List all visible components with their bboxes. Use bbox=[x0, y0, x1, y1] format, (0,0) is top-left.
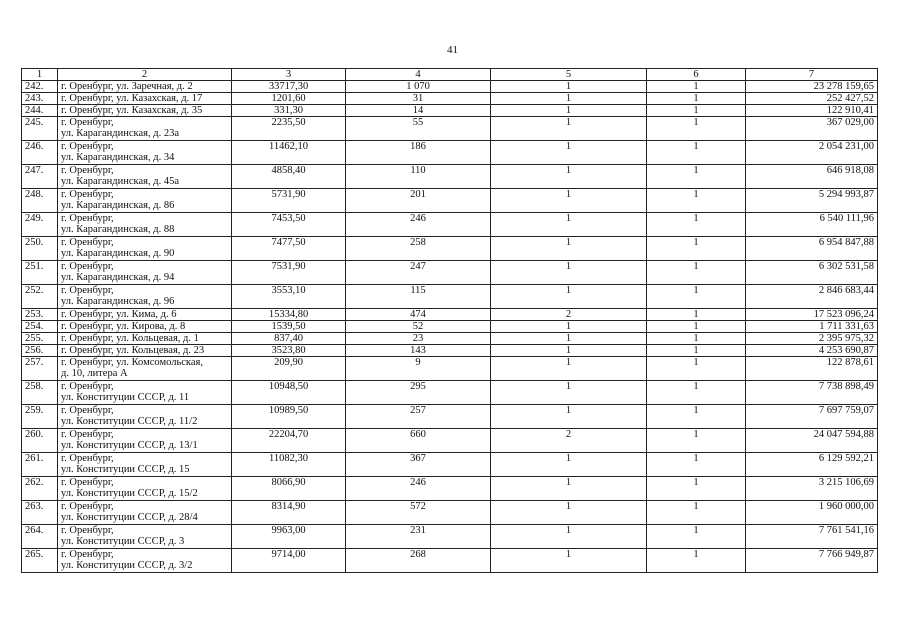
amount-cell: 2 395 975,32 bbox=[746, 333, 878, 345]
address-line: г. Оренбург, ул. Казахская, д. 35 bbox=[61, 105, 203, 116]
address-line: ул. Карагандинская, д. 94 bbox=[61, 272, 175, 283]
area-cell: 7453,50 bbox=[232, 213, 346, 237]
col5-cell: 1 bbox=[491, 501, 647, 525]
row-number-cell: 252. bbox=[22, 285, 58, 309]
area-cell: 3523,80 bbox=[232, 345, 346, 357]
col5-cell: 1 bbox=[491, 81, 647, 93]
count-cell: 201 bbox=[346, 189, 491, 213]
col5-cell: 2 bbox=[491, 429, 647, 453]
column-header: 2 bbox=[58, 69, 232, 81]
amount-cell: 2 846 683,44 bbox=[746, 285, 878, 309]
col5-cell: 1 bbox=[491, 477, 647, 501]
address-line: г. Оренбург, bbox=[61, 189, 114, 200]
page-number: 41 bbox=[447, 44, 458, 56]
amount-cell: 17 523 096,24 bbox=[746, 309, 878, 321]
amount-cell: 6 540 111,96 bbox=[746, 213, 878, 237]
table-row bbox=[22, 345, 878, 357]
count-cell: 246 bbox=[346, 477, 491, 501]
count-cell: 572 bbox=[346, 501, 491, 525]
row-number-cell: 264. bbox=[22, 525, 58, 549]
address-line: ул. Конституции СССР, д. 11/2 bbox=[61, 416, 198, 427]
address-line: г. Оренбург, ул. Заречная, д. 2 bbox=[61, 81, 193, 92]
address-cell bbox=[58, 429, 232, 453]
area-cell: 33717,30 bbox=[232, 81, 346, 93]
address-line: ул. Карагандинская, д. 34 bbox=[61, 152, 175, 163]
area-cell: 10948,50 bbox=[232, 381, 346, 405]
col5-cell: 1 bbox=[491, 357, 647, 381]
address-line: ул. Карагандинская, д. 23а bbox=[61, 128, 179, 139]
address-cell bbox=[58, 381, 232, 405]
address-line: г. Оренбург, bbox=[61, 429, 114, 440]
col5-cell: 1 bbox=[491, 165, 647, 189]
col6-cell: 1 bbox=[647, 213, 746, 237]
count-cell: 247 bbox=[346, 261, 491, 285]
table-row bbox=[22, 453, 878, 477]
address-cell bbox=[58, 81, 232, 93]
table-row bbox=[22, 261, 878, 285]
address-cell bbox=[58, 237, 232, 261]
row-number-cell: 246. bbox=[22, 141, 58, 165]
count-cell: 52 bbox=[346, 321, 491, 333]
col6-cell: 1 bbox=[647, 381, 746, 405]
address-line: г. Оренбург, bbox=[61, 237, 114, 248]
amount-cell: 122 910,41 bbox=[746, 105, 878, 117]
table-row bbox=[22, 381, 878, 405]
row-number-cell: 250. bbox=[22, 237, 58, 261]
address-cell bbox=[58, 525, 232, 549]
address-line: ул. Карагандинская, д. 96 bbox=[61, 296, 175, 307]
col5-cell: 1 bbox=[491, 321, 647, 333]
amount-cell: 6 954 847,88 bbox=[746, 237, 878, 261]
amount-cell: 24 047 594,88 bbox=[746, 429, 878, 453]
col6-cell: 1 bbox=[647, 105, 746, 117]
count-cell: 258 bbox=[346, 237, 491, 261]
count-cell: 9 bbox=[346, 357, 491, 381]
table-row bbox=[22, 93, 878, 105]
address-cell bbox=[58, 105, 232, 117]
address-line: ул. Конституции СССР, д. 15/2 bbox=[61, 488, 198, 499]
table-row bbox=[22, 189, 878, 213]
table-row bbox=[22, 309, 878, 321]
table-row bbox=[22, 117, 878, 141]
col6-cell: 1 bbox=[647, 309, 746, 321]
col6-cell: 1 bbox=[647, 477, 746, 501]
col6-cell: 1 bbox=[647, 141, 746, 165]
column-header: 5 bbox=[491, 69, 647, 81]
address-cell bbox=[58, 309, 232, 321]
table-row bbox=[22, 81, 878, 93]
row-number-cell: 260. bbox=[22, 429, 58, 453]
amount-cell: 7 766 949,87 bbox=[746, 549, 878, 573]
area-cell: 8066,90 bbox=[232, 477, 346, 501]
column-header: 6 bbox=[647, 69, 746, 81]
address-line: ул. Карагандинская, д. 88 bbox=[61, 224, 175, 235]
amount-cell: 646 918,08 bbox=[746, 165, 878, 189]
address-line: г. Оренбург, bbox=[61, 525, 114, 536]
col5-cell: 1 bbox=[491, 105, 647, 117]
amount-cell: 7 697 759,07 bbox=[746, 405, 878, 429]
area-cell: 837,40 bbox=[232, 333, 346, 345]
address-cell bbox=[58, 213, 232, 237]
area-cell: 2235,50 bbox=[232, 117, 346, 141]
area-cell: 15334,80 bbox=[232, 309, 346, 321]
amount-cell: 7 761 541,16 bbox=[746, 525, 878, 549]
address-line: г. Оренбург, ул. Комсомольская, bbox=[61, 357, 203, 368]
address-line: г. Оренбург, bbox=[61, 141, 114, 152]
table-row bbox=[22, 333, 878, 345]
table-row bbox=[22, 549, 878, 573]
col6-cell: 1 bbox=[647, 345, 746, 357]
address-line: г. Оренбург, bbox=[61, 261, 114, 272]
row-number-cell: 253. bbox=[22, 309, 58, 321]
count-cell: 295 bbox=[346, 381, 491, 405]
registry-table bbox=[21, 68, 878, 573]
row-number-cell: 257. bbox=[22, 357, 58, 381]
count-cell: 55 bbox=[346, 117, 491, 141]
col6-cell: 1 bbox=[647, 93, 746, 105]
area-cell: 11082,30 bbox=[232, 453, 346, 477]
area-cell: 3553,10 bbox=[232, 285, 346, 309]
address-line: г. Оренбург, bbox=[61, 405, 114, 416]
area-cell: 209,90 bbox=[232, 357, 346, 381]
area-cell: 22204,70 bbox=[232, 429, 346, 453]
amount-cell: 4 253 690,87 bbox=[746, 345, 878, 357]
address-line: г. Оренбург, ул. Кольцевая, д. 23 bbox=[61, 345, 205, 356]
area-cell: 9714,00 bbox=[232, 549, 346, 573]
amount-cell: 6 129 592,21 bbox=[746, 453, 878, 477]
address-line: г. Оренбург, bbox=[61, 501, 114, 512]
row-number-cell: 265. bbox=[22, 549, 58, 573]
table-row bbox=[22, 105, 878, 117]
address-cell bbox=[58, 285, 232, 309]
col5-cell: 1 bbox=[491, 525, 647, 549]
row-number-cell: 242. bbox=[22, 81, 58, 93]
col6-cell: 1 bbox=[647, 261, 746, 285]
count-cell: 23 bbox=[346, 333, 491, 345]
amount-cell: 252 427,52 bbox=[746, 93, 878, 105]
col5-cell: 1 bbox=[491, 453, 647, 477]
address-cell bbox=[58, 261, 232, 285]
address-line: ул. Карагандинская, д. 86 bbox=[61, 200, 175, 211]
address-cell bbox=[58, 549, 232, 573]
amount-cell: 6 302 531,58 bbox=[746, 261, 878, 285]
address-line: ул. Конституции СССР, д. 11 bbox=[61, 392, 190, 403]
table-row bbox=[22, 525, 878, 549]
column-header: 3 bbox=[232, 69, 346, 81]
col5-cell: 1 bbox=[491, 261, 647, 285]
row-number-cell: 258. bbox=[22, 381, 58, 405]
table-row bbox=[22, 501, 878, 525]
amount-cell: 3 215 106,69 bbox=[746, 477, 878, 501]
table-row bbox=[22, 141, 878, 165]
column-header: 1 bbox=[22, 69, 58, 81]
amount-cell: 7 738 898,49 bbox=[746, 381, 878, 405]
count-cell: 231 bbox=[346, 525, 491, 549]
amount-cell: 367 029,00 bbox=[746, 117, 878, 141]
col5-cell: 1 bbox=[491, 333, 647, 345]
table-row bbox=[22, 165, 878, 189]
area-cell: 10989,50 bbox=[232, 405, 346, 429]
col6-cell: 1 bbox=[647, 165, 746, 189]
col6-cell: 1 bbox=[647, 237, 746, 261]
address-line: г. Оренбург, bbox=[61, 453, 114, 464]
count-cell: 186 bbox=[346, 141, 491, 165]
address-cell bbox=[58, 345, 232, 357]
row-number-cell: 263. bbox=[22, 501, 58, 525]
row-number-cell: 243. bbox=[22, 93, 58, 105]
col5-cell: 1 bbox=[491, 549, 647, 573]
col6-cell: 1 bbox=[647, 405, 746, 429]
area-cell: 1201,60 bbox=[232, 93, 346, 105]
address-cell bbox=[58, 165, 232, 189]
col6-cell: 1 bbox=[647, 357, 746, 381]
address-line: ул. Карагандинская, д. 90 bbox=[61, 248, 175, 259]
count-cell: 246 bbox=[346, 213, 491, 237]
col5-cell: 1 bbox=[491, 405, 647, 429]
address-cell bbox=[58, 93, 232, 105]
address-cell bbox=[58, 357, 232, 381]
col6-cell: 1 bbox=[647, 501, 746, 525]
col5-cell: 1 bbox=[491, 345, 647, 357]
address-line: г. Оренбург, bbox=[61, 165, 114, 176]
column-header: 7 bbox=[746, 69, 878, 81]
address-line: ул. Конституции СССР, д. 3/2 bbox=[61, 560, 193, 571]
row-number-cell: 259. bbox=[22, 405, 58, 429]
address-line: г. Оренбург, bbox=[61, 213, 114, 224]
address-line: г. Оренбург, bbox=[61, 549, 114, 560]
col5-cell: 1 bbox=[491, 285, 647, 309]
count-cell: 660 bbox=[346, 429, 491, 453]
col6-cell: 1 bbox=[647, 525, 746, 549]
row-number-cell: 245. bbox=[22, 117, 58, 141]
col5-cell: 1 bbox=[491, 117, 647, 141]
row-number-cell: 249. bbox=[22, 213, 58, 237]
area-cell: 9963,00 bbox=[232, 525, 346, 549]
amount-cell: 1 711 331,63 bbox=[746, 321, 878, 333]
amount-cell: 122 878,61 bbox=[746, 357, 878, 381]
address-line: г. Оренбург, ул. Казахская, д. 17 bbox=[61, 93, 203, 104]
amount-cell: 2 054 231,00 bbox=[746, 141, 878, 165]
count-cell: 143 bbox=[346, 345, 491, 357]
address-cell bbox=[58, 333, 232, 345]
count-cell: 257 bbox=[346, 405, 491, 429]
address-cell bbox=[58, 453, 232, 477]
address-cell bbox=[58, 141, 232, 165]
address-cell bbox=[58, 321, 232, 333]
address-line: г. Оренбург, ул. Кирова, д. 8 bbox=[61, 321, 186, 332]
col6-cell: 1 bbox=[647, 453, 746, 477]
count-cell: 31 bbox=[346, 93, 491, 105]
amount-cell: 23 278 159,65 bbox=[746, 81, 878, 93]
row-number-cell: 251. bbox=[22, 261, 58, 285]
table-row bbox=[22, 321, 878, 333]
area-cell: 1539,50 bbox=[232, 321, 346, 333]
address-line: г. Оренбург, bbox=[61, 477, 114, 488]
col6-cell: 1 bbox=[647, 285, 746, 309]
col5-cell: 2 bbox=[491, 309, 647, 321]
address-line: ул. Конституции СССР, д. 3 bbox=[61, 536, 185, 547]
col5-cell: 1 bbox=[491, 237, 647, 261]
address-line: ул. Конституции СССР, д. 28/4 bbox=[61, 512, 198, 523]
count-cell: 115 bbox=[346, 285, 491, 309]
row-number-cell: 248. bbox=[22, 189, 58, 213]
row-number-cell: 261. bbox=[22, 453, 58, 477]
count-cell: 1 070 bbox=[346, 81, 491, 93]
column-header: 4 bbox=[346, 69, 491, 81]
amount-cell: 5 294 993,87 bbox=[746, 189, 878, 213]
row-number-cell: 244. bbox=[22, 105, 58, 117]
table-row bbox=[22, 405, 878, 429]
address-cell bbox=[58, 501, 232, 525]
col6-cell: 1 bbox=[647, 549, 746, 573]
row-number-cell: 256. bbox=[22, 345, 58, 357]
address-cell bbox=[58, 117, 232, 141]
col6-cell: 1 bbox=[647, 429, 746, 453]
table-row bbox=[22, 429, 878, 453]
area-cell: 5731,90 bbox=[232, 189, 346, 213]
col5-cell: 1 bbox=[491, 93, 647, 105]
area-cell: 7531,90 bbox=[232, 261, 346, 285]
header-row bbox=[22, 69, 878, 81]
table-body bbox=[22, 81, 878, 573]
col5-cell: 1 bbox=[491, 141, 647, 165]
col5-cell: 1 bbox=[491, 381, 647, 405]
address-cell bbox=[58, 189, 232, 213]
address-line: г. Оренбург, bbox=[61, 285, 114, 296]
area-cell: 331,30 bbox=[232, 105, 346, 117]
address-line: ул. Конституции СССР, д. 13/1 bbox=[61, 440, 198, 451]
col6-cell: 1 bbox=[647, 117, 746, 141]
col6-cell: 1 bbox=[647, 81, 746, 93]
address-cell bbox=[58, 405, 232, 429]
count-cell: 474 bbox=[346, 309, 491, 321]
col5-cell: 1 bbox=[491, 189, 647, 213]
address-line: г. Оренбург, bbox=[61, 117, 114, 128]
col6-cell: 1 bbox=[647, 321, 746, 333]
table-row bbox=[22, 285, 878, 309]
table-row bbox=[22, 357, 878, 381]
col6-cell: 1 bbox=[647, 189, 746, 213]
table-row bbox=[22, 477, 878, 501]
address-cell bbox=[58, 477, 232, 501]
row-number-cell: 254. bbox=[22, 321, 58, 333]
address-line: ул. Карагандинская, д. 45а bbox=[61, 176, 179, 187]
address-line: г. Оренбург, ул. Кольцевая, д. 1 bbox=[61, 333, 199, 344]
row-number-cell: 262. bbox=[22, 477, 58, 501]
area-cell: 11462,10 bbox=[232, 141, 346, 165]
address-line: г. Оренбург, bbox=[61, 381, 114, 392]
amount-cell: 1 960 000,00 bbox=[746, 501, 878, 525]
row-number-cell: 247. bbox=[22, 165, 58, 189]
area-cell: 4858,40 bbox=[232, 165, 346, 189]
table-row bbox=[22, 213, 878, 237]
area-cell: 8314,90 bbox=[232, 501, 346, 525]
count-cell: 367 bbox=[346, 453, 491, 477]
col5-cell: 1 bbox=[491, 213, 647, 237]
count-cell: 110 bbox=[346, 165, 491, 189]
address-line: г. Оренбург, ул. Кима, д. 6 bbox=[61, 309, 177, 320]
col6-cell: 1 bbox=[647, 333, 746, 345]
row-number-cell: 255. bbox=[22, 333, 58, 345]
count-cell: 14 bbox=[346, 105, 491, 117]
count-cell: 268 bbox=[346, 549, 491, 573]
address-line: д. 10, литера А bbox=[61, 368, 128, 379]
area-cell: 7477,50 bbox=[232, 237, 346, 261]
table-row bbox=[22, 237, 878, 261]
address-line: ул. Конституции СССР, д. 15 bbox=[61, 464, 190, 475]
